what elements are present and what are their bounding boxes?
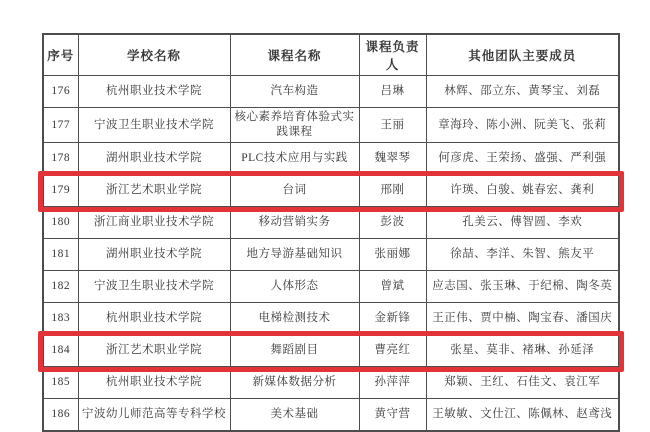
table-row xyxy=(43,367,619,399)
cell-leader: 邢刚 xyxy=(359,175,426,207)
col-header-course: 课程名称 xyxy=(230,34,359,76)
cell-school: 湖州职业技术学院 xyxy=(78,143,230,175)
cell-leader: 张丽娜 xyxy=(359,239,426,271)
cell-index: 182 xyxy=(43,271,78,303)
cell-leader: 魏翠琴 xyxy=(359,143,426,175)
cell-leader: 曹亮红 xyxy=(359,335,426,367)
header-row xyxy=(43,34,619,76)
cell-leader: 黄守营 xyxy=(359,399,426,432)
cell-index: 178 xyxy=(43,143,78,175)
cell-members: 应志国、张玉琳、于纪棉、陶冬英 xyxy=(426,271,619,303)
cell-leader: 彭波 xyxy=(359,207,426,239)
cell-course: PLC技术应用与实践 xyxy=(230,143,359,175)
cell-index: 186 xyxy=(43,399,78,432)
table-row xyxy=(43,303,619,335)
cell-index: 183 xyxy=(43,303,78,335)
cell-leader: 金新锋 xyxy=(359,303,426,335)
col-header-index: 序号 xyxy=(43,34,78,76)
table-row xyxy=(43,108,619,143)
cell-course: 电梯检测技术 xyxy=(230,303,359,335)
cell-members: 何彦虎、王荣扬、盛强、严利强 xyxy=(426,143,619,175)
cell-course: 台词 xyxy=(230,175,359,207)
cell-index: 176 xyxy=(43,76,78,108)
cell-members: 徐喆、李洋、朱智、熊友平 xyxy=(426,239,619,271)
cell-course: 舞蹈剧目 xyxy=(230,335,359,367)
table-row xyxy=(43,271,619,303)
col-header-members: 其他团队主要成员 xyxy=(426,34,619,76)
table-row xyxy=(43,335,619,367)
cell-course: 人体形态 xyxy=(230,271,359,303)
cell-members: 孔美云、傅智圆、李欢 xyxy=(426,207,619,239)
cell-index: 185 xyxy=(43,367,78,399)
cell-members: 章海玲、陈小洲、阮美飞、张莉 xyxy=(426,108,619,143)
table-row xyxy=(43,239,619,271)
cell-school: 浙江艺术职业学院 xyxy=(78,335,230,367)
cell-members: 王敏敏、文仕江、陈佩林、赵鸢浅 xyxy=(426,399,619,432)
cell-course: 美术基础 xyxy=(230,399,359,432)
cell-index: 181 xyxy=(43,239,78,271)
table-row xyxy=(43,175,619,207)
cell-course: 汽车构造 xyxy=(230,76,359,108)
col-header-leader: 课程负责人 xyxy=(359,34,426,76)
cell-index: 177 xyxy=(43,108,78,143)
cell-members: 林辉、邵立东、黄琴宝、刘磊 xyxy=(426,76,619,108)
cell-index: 184 xyxy=(43,335,78,367)
cell-index: 179 xyxy=(43,175,78,207)
cell-course: 移动营销实务 xyxy=(230,207,359,239)
table-row xyxy=(43,76,619,108)
cell-school: 宁波卫生职业技术学院 xyxy=(78,108,230,143)
cell-leader: 孙萍萍 xyxy=(359,367,426,399)
cell-leader: 王丽 xyxy=(359,108,426,143)
cell-school: 浙江艺术职业学院 xyxy=(78,175,230,207)
cell-leader: 吕琳 xyxy=(359,76,426,108)
cell-school: 杭州职业技术学院 xyxy=(78,76,230,108)
cell-course: 新媒体数据分析 xyxy=(230,367,359,399)
cell-leader: 曾斌 xyxy=(359,271,426,303)
cell-members: 郑颖、王红、石佳文、袁江军 xyxy=(426,367,619,399)
cell-school: 浙江商业职业技术学院 xyxy=(78,207,230,239)
course-table xyxy=(42,33,620,432)
table-row xyxy=(43,207,619,239)
cell-members: 王正伟、贾中楠、陶宝春、潘国庆 xyxy=(426,303,619,335)
cell-members: 许瑛、白骏、姚春宏、龚利 xyxy=(426,175,619,207)
cell-school: 宁波幼儿师范高等专科学校 xyxy=(78,399,230,432)
cell-course: 地方导游基础知识 xyxy=(230,239,359,271)
cell-school: 杭州职业技术学院 xyxy=(78,303,230,335)
table-row xyxy=(43,399,619,432)
col-header-school: 学校名称 xyxy=(78,34,230,76)
cell-school: 湖州职业技术学院 xyxy=(78,239,230,271)
cell-index: 180 xyxy=(43,207,78,239)
cell-members: 张星、莫非、褚琳、孙延泽 xyxy=(426,335,619,367)
cell-school: 宁波卫生职业技术学院 xyxy=(78,271,230,303)
cell-school: 杭州职业技术学院 xyxy=(78,367,230,399)
cell-course: 核心素养培育体验式实践课程 xyxy=(230,108,359,143)
table-row xyxy=(43,143,619,175)
